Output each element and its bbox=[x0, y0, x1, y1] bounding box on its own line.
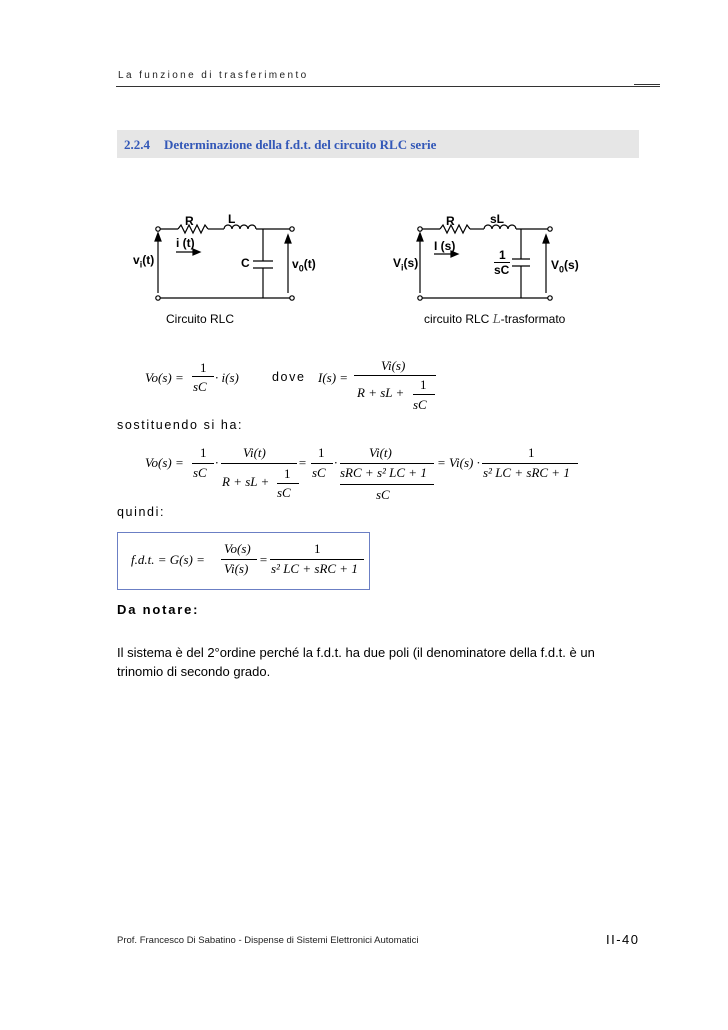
eq2-dot2: · bbox=[334, 455, 338, 470]
circuit2-label-c-den: sC bbox=[494, 263, 510, 277]
circuit2-caption: circuito RLC L-trasformato bbox=[424, 312, 566, 326]
header-rule bbox=[116, 86, 660, 87]
eq2-lhs: Vo(s) = bbox=[145, 455, 184, 470]
circuit2-label-i: I (s) bbox=[434, 239, 456, 253]
section-title: Determinazione della f.d.t. del circuito RLC serie bbox=[164, 137, 437, 152]
eq3-eq: = bbox=[259, 552, 268, 567]
section-number: 2.2.4 bbox=[124, 137, 150, 152]
eq1-dove: dove bbox=[272, 370, 306, 384]
eq2-f2-subbar bbox=[277, 483, 299, 484]
circuit2-label-sl: sL bbox=[490, 212, 505, 226]
eq2-f3-bar bbox=[311, 463, 333, 464]
eq2-f4-den: sRC + s² LC + 1 bbox=[340, 465, 427, 480]
circuit1-label-vo: $v_0(t)$ bbox=[292, 257, 316, 274]
eq3-bar1 bbox=[221, 559, 257, 560]
running-header: La funzione di trasferimento bbox=[118, 70, 309, 81]
header-rule-accent bbox=[634, 84, 660, 85]
eq2-f3-num: 1 bbox=[318, 445, 325, 460]
circuit2-label-c-num: 1 bbox=[499, 248, 506, 262]
eq2-f2-subnum: 1 bbox=[284, 466, 291, 481]
eq2-f5-num: 1 bbox=[528, 445, 535, 460]
eq1-lhs2: I(s) = bbox=[318, 370, 349, 385]
eq3-lhs: f.d.t. = G(s) = bbox=[131, 552, 205, 567]
circuit1-label-vi: $v_i(t)$ bbox=[133, 253, 155, 270]
eq2-f4-subbar bbox=[340, 484, 434, 485]
eq1-lhs: Vo(s) = bbox=[145, 370, 184, 385]
eq3-num2: 1 bbox=[314, 541, 321, 556]
eq2-f1-num: 1 bbox=[200, 445, 207, 460]
eq2-f4-subden: sC bbox=[376, 487, 390, 502]
circuit2-label-r: R bbox=[446, 214, 455, 228]
eq1-subden: sC bbox=[413, 397, 427, 412]
text-sostituendo: sostituendo si ha: bbox=[117, 418, 244, 432]
eq2-f2-bar bbox=[221, 463, 297, 464]
eq2-f1-bar bbox=[192, 463, 214, 464]
eq1-num2: Vi(s) bbox=[381, 358, 406, 373]
eq2-eq2: = Vi(s) · bbox=[437, 455, 480, 470]
eq1-fraction-bar2 bbox=[354, 375, 436, 376]
eq2-f2-subden: sC bbox=[277, 485, 291, 500]
eq1-subfraction-bar bbox=[413, 394, 435, 395]
eq1-num: 1 bbox=[200, 360, 207, 375]
eq2-f2-den: R + sL + bbox=[222, 474, 270, 489]
eq3-den2: s² LC + sRC + 1 bbox=[271, 561, 358, 576]
circuit1-label-l: L bbox=[228, 212, 236, 226]
circuit2-label-vi: $V_i(s)$ bbox=[393, 256, 419, 273]
text-quindi: quindi: bbox=[117, 505, 166, 519]
eq3-den1: Vi(s) bbox=[224, 561, 249, 576]
eq2-f5-den: s² LC + sRC + 1 bbox=[483, 465, 570, 480]
note-paragraph: Il sistema è del 2°ordine perché la f.d.t. ha due poli (il denominatore della f.d.t. è un trinomio di secondo grado. bbox=[117, 645, 595, 679]
circuit1-label-i: i (t) bbox=[176, 236, 195, 250]
eq2-f5-bar bbox=[482, 463, 578, 464]
footer-author: Prof. Francesco Di Sabatino - Dispense di Sistemi Elettronici Automatici bbox=[117, 935, 419, 946]
circuit2-label-vo: $V_0(s)$ bbox=[551, 258, 579, 275]
circuit1-label-c: C bbox=[241, 256, 250, 270]
eq2-dot1: · bbox=[215, 455, 219, 470]
eq1-rhs: · i(s) bbox=[215, 370, 239, 385]
note-heading: Da notare: bbox=[117, 602, 200, 617]
eq2-f4-num: Vi(t) bbox=[369, 445, 392, 460]
eq1-subnum: 1 bbox=[420, 377, 427, 392]
eq1-den: sC bbox=[193, 379, 207, 394]
circuit1-label-r: R bbox=[185, 214, 194, 228]
page-number: II-40 bbox=[606, 932, 640, 947]
eq2-f2-num: Vi(t) bbox=[243, 445, 266, 460]
eq2-f4-bar bbox=[340, 463, 434, 464]
eq3-num1: Vo(s) bbox=[224, 541, 251, 556]
eq1-den2: R + sL + bbox=[357, 385, 405, 400]
eq1-fraction-bar bbox=[192, 376, 214, 377]
eq3-bar2 bbox=[270, 559, 364, 560]
eq2-f1-den: sC bbox=[193, 465, 207, 480]
circuit1-caption: Circuito RLC bbox=[166, 312, 235, 326]
eq2-f3-den: sC bbox=[312, 465, 326, 480]
eq2-eq1: = bbox=[298, 455, 307, 470]
